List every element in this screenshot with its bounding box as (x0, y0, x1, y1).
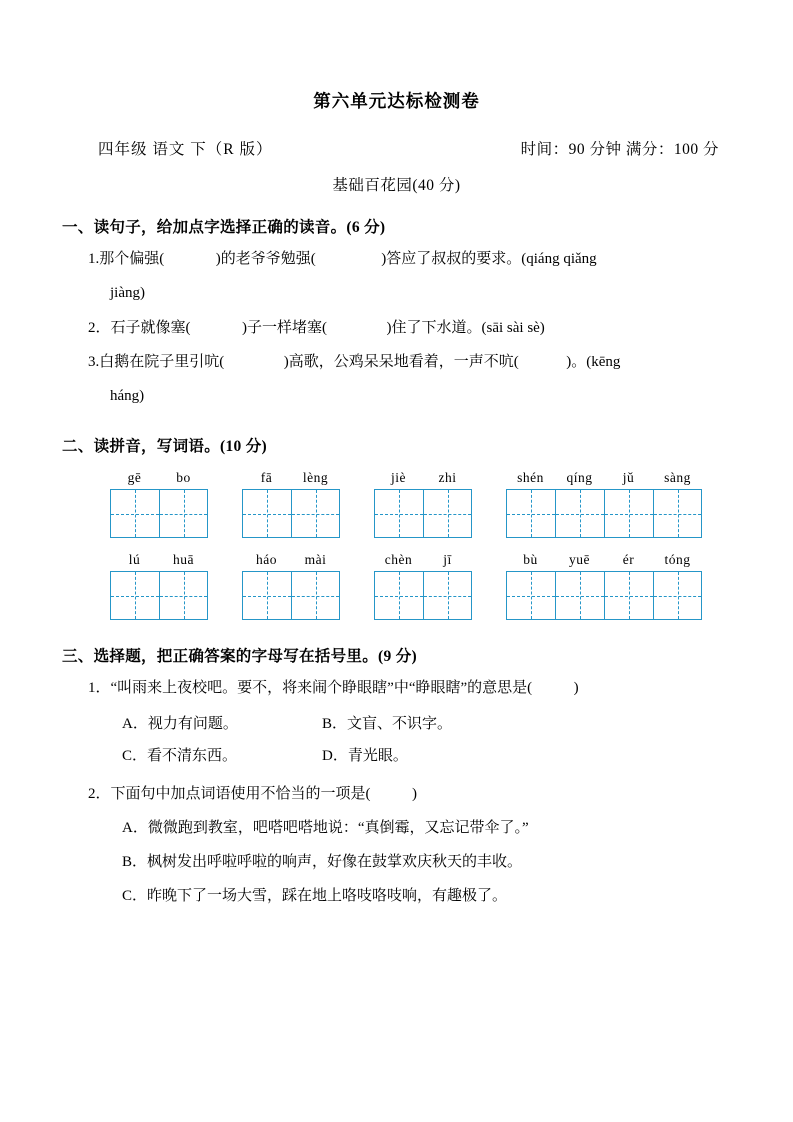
tianzige-row[interactable] (506, 489, 702, 538)
q3-item-2-stem (62, 783, 731, 806)
q1-item-3-line-1 (62, 351, 731, 374)
q1-item-2-text-a: 2．石子就像塞( (88, 319, 191, 336)
tianzige-cell[interactable] (653, 571, 702, 620)
pinyin-syllable: qíng (566, 470, 593, 486)
tianzige-row[interactable] (110, 571, 208, 620)
tianzige-cell[interactable] (604, 489, 653, 538)
pinyin-word-1 (110, 470, 208, 538)
pinyin-word-7 (374, 552, 472, 620)
tianzige-cell[interactable] (423, 489, 472, 538)
pinyin-row-2-3 (374, 552, 472, 568)
q1-item-2-line-1 (62, 317, 731, 340)
pinyin-syllable: chèn (384, 552, 413, 568)
pinyin-word-3 (374, 470, 472, 538)
pinyin-syllable: háo (256, 552, 277, 568)
tianzige-row[interactable] (242, 571, 340, 620)
tianzige-cell[interactable] (555, 571, 604, 620)
pinyin-row-2-2 (242, 552, 340, 568)
pinyin-syllable: jiè (391, 470, 406, 486)
pinyin-syllable: gē (127, 470, 142, 486)
tianzige-row[interactable] (110, 489, 208, 538)
pinyin-row-1-3 (374, 470, 472, 486)
tianzige-cell[interactable] (506, 571, 555, 620)
q1-item-3-text-c: )。(kēng (566, 353, 621, 370)
section-heading: 基础百花园(40 分) (332, 177, 461, 194)
pinyin-syllable: yuē (569, 552, 590, 568)
pinyin-word-5 (110, 552, 208, 620)
q1-item-2-text-b: )子一样堵塞( (242, 319, 327, 336)
pinyin-syllable: bù (523, 552, 538, 568)
pinyin-syllable: zhi (438, 470, 457, 486)
time-score-label: 时间：90 分钟 满分：100 分 (520, 141, 719, 158)
tianzige-cell[interactable] (159, 571, 208, 620)
tianzige-cell[interactable] (374, 571, 423, 620)
pinyin-syllable: lèng (302, 470, 329, 486)
pinyin-syllable: fā (260, 470, 273, 486)
q3-item-2-choice-b[interactable]: B．枫树发出呼啦呼啦的响声，好像在鼓掌欢庆秋天的丰收。 (122, 854, 523, 870)
q1-item-3-text-b: )高歌，公鸡呆呆地看着，一声不吭( (283, 353, 519, 370)
tianzige-cell[interactable] (423, 571, 472, 620)
pinyin-syllable: mài (304, 552, 327, 568)
q3-item-2-choice-a[interactable]: A．微微跑到教室，吧嗒吧嗒地说：“真倒霉，又忘记带伞了。” (122, 819, 529, 836)
q3-item-1-text: 1．“叫雨来上夜校吧。要不，将来闹个睁眼瞎”中“睁眼瞎”的意思是( (88, 680, 533, 697)
pinyin-syllable: shén (517, 470, 544, 486)
tianzige-cell[interactable] (291, 489, 340, 538)
q3-item-1-stem (62, 677, 731, 700)
pinyin-row-1-1 (110, 470, 208, 486)
tianzige-cell[interactable] (374, 489, 423, 538)
pinyin-row-1-4 (506, 470, 702, 486)
q1-item-1-line-2: jiàng) (110, 285, 145, 302)
pinyin-syllable: sàng (664, 470, 691, 486)
tianzige-cell[interactable] (653, 489, 702, 538)
q1-item-3-text-a: 3.白鹅在院子里引吭( (88, 353, 225, 370)
pinyin-syllable: ér (622, 552, 635, 568)
page-title: 第六单元达标检测卷 (313, 91, 480, 111)
tianzige-cell[interactable] (110, 571, 159, 620)
pinyin-grid-row-2 (62, 552, 731, 620)
pinyin-word-4 (506, 470, 702, 538)
q1-item-1-text-a: 1.那个偏强( (88, 251, 165, 267)
q3-item-1-paren-close: ) (573, 680, 579, 697)
choice-c[interactable]: C．看不清东西。 (122, 747, 238, 764)
pinyin-syllable: tóng (664, 552, 691, 568)
tianzige-row[interactable] (242, 489, 340, 538)
tianzige-row[interactable] (374, 489, 472, 538)
tianzige-cell[interactable] (242, 571, 291, 620)
pinyin-syllable: jǔ (622, 470, 635, 486)
pinyin-syllable: bo (176, 470, 191, 486)
pinyin-syllable: huā (173, 552, 194, 568)
pinyin-grid-row-1 (62, 470, 731, 538)
choice-b[interactable]: B．文盲、不识字。 (322, 715, 453, 732)
pinyin-word-8 (506, 552, 702, 620)
question-2-heading: 二、读拼音，写词语。(10 分) (62, 438, 267, 456)
q1-item-3-line-2: háng) (110, 388, 145, 404)
grade-subject-label: 四年级 语文 下（R 版） (98, 141, 273, 158)
tianzige-cell[interactable] (506, 489, 555, 538)
tianzige-cell[interactable] (110, 489, 159, 538)
question-1-heading: 一、读句子，给加点字选择正确的读音。(6 分) (62, 219, 386, 236)
pinyin-syllable: lú (128, 552, 141, 568)
pinyin-row-2-4 (506, 552, 702, 568)
pinyin-word-2 (242, 470, 340, 538)
tianzige-cell[interactable] (604, 571, 653, 620)
pinyin-word-6 (242, 552, 340, 620)
pinyin-row-1-2 (242, 470, 340, 486)
q3-item-1-choices-row-1 (62, 712, 731, 733)
q3-item-2-paren-close: ) (412, 785, 417, 802)
tianzige-cell[interactable] (159, 489, 208, 538)
choice-a[interactable]: A．视力有问题。 (122, 715, 238, 732)
q3-item-2-choice-c[interactable]: C．昨晚下了一场大雪，踩在地上咯吱咯吱响，有趣极了。 (122, 888, 508, 905)
q1-item-2-text-c: )住了下水道。(sāi sài sè) (386, 319, 545, 336)
question-3-heading: 三、选择题，把正确答案的字母写在括号里。(9 分) (62, 648, 417, 666)
tianzige-row[interactable] (506, 571, 702, 620)
q1-item-1-text-b: )的老爷爷勉强( (215, 251, 316, 267)
q3-item-2-text: 2．下面句中加点词语使用不恰当的一项是( (88, 785, 371, 802)
pinyin-row-2-1 (110, 552, 208, 568)
tianzige-cell[interactable] (555, 489, 604, 538)
meta-row (62, 137, 731, 159)
q1-item-1-text-c: )答应了叔叔的要求。(qiáng qiǎng (381, 251, 597, 267)
choice-d[interactable]: D．青光眼。 (322, 747, 408, 764)
tianzige-row[interactable] (374, 571, 472, 620)
q1-item-1-line-1 (62, 248, 731, 271)
pinyin-syllable: jī (443, 552, 452, 568)
q3-item-1-choices-row-2 (62, 744, 731, 765)
tianzige-cell[interactable] (242, 489, 291, 538)
tianzige-cell[interactable] (291, 571, 340, 620)
